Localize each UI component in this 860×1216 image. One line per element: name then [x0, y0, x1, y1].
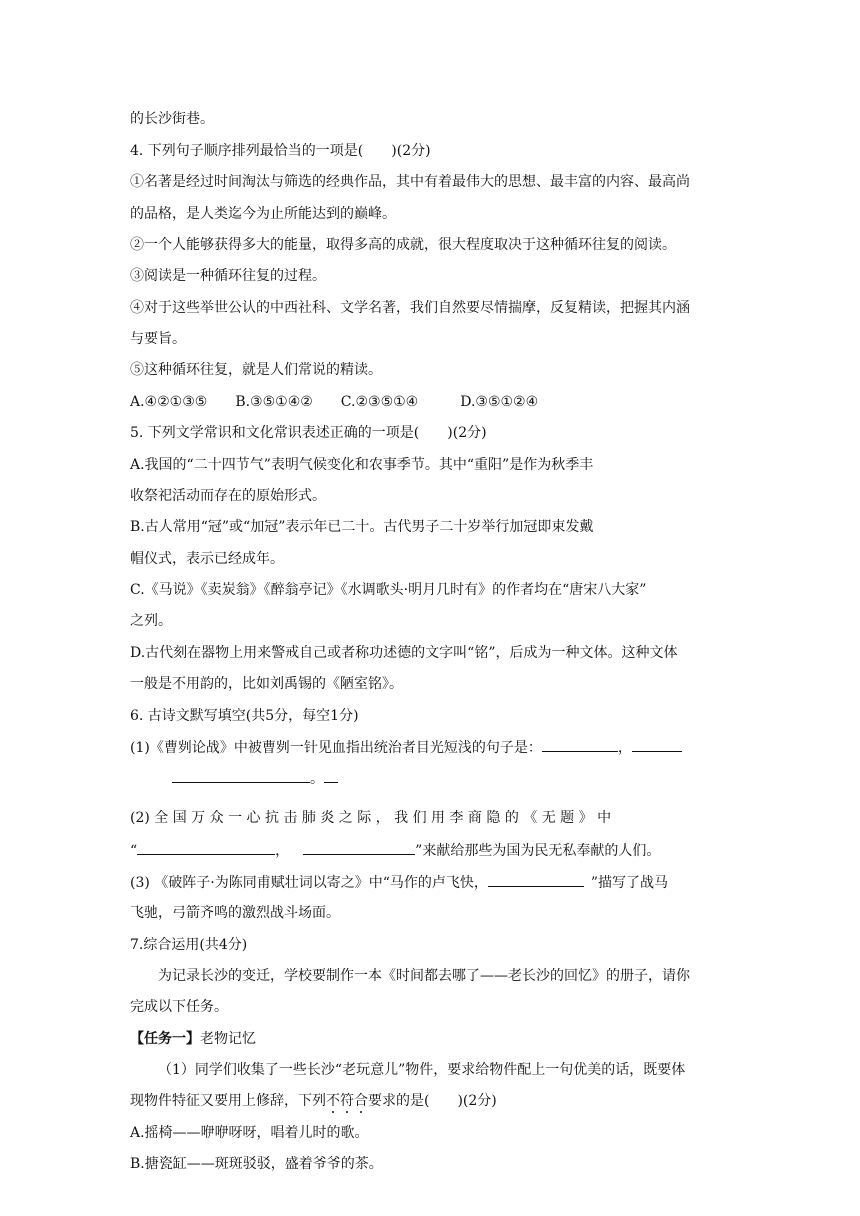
emphasis-char: 符 — [340, 1093, 354, 1109]
question-6-stem: 6. 古诗文默写填空(共5分，每空1分) — [130, 708, 359, 724]
period: 。 — [310, 771, 324, 787]
sentence-2: ②一个人能够获得多大的能量，取得多高的成就，很大程度取决于这种循环往复的阅读。 — [130, 237, 676, 253]
answer-blank[interactable] — [632, 737, 682, 752]
fill-in-1-text: (1)《曹刿论战》中被曹刿一针见血指出统治者目光短浅的句子是： — [130, 740, 542, 756]
sentence-4: ④对于这些举世公认的中西社科、文学名著，我们自然要尽情揣摩，反复精读，把握其内涵 — [130, 300, 690, 316]
task-1-label: 【任务一】 — [130, 1031, 200, 1047]
fill-in-2: (2) 全 国 万 众 一 心 抗 击 肺 炎 之 际 ， 我 们 用 李 商 隐 的 《 无 题 》 中 — [130, 810, 612, 826]
fill-in-3 — [130, 872, 668, 893]
text-line: 飞驰，弓箭齐鸣的激烈战斗场面。 — [130, 905, 340, 921]
text-line: 的品格，是人类迄今为止所能达到的巅峰。 — [130, 206, 396, 222]
comma: ， — [617, 740, 632, 756]
option-a: A.我国的“二十四节气”表明气候变化和农事季节。其中“重阳”是作为秋季丰 — [130, 457, 594, 473]
option-b: B.古人常用“冠”或“加冠”表示年已二十。古代男子二十岁举行加冠即束发戴 — [130, 519, 594, 535]
option-d: D.古代刻在器物上用来警戒自己或者称功述德的文字叫“铭”，后成为一种文体。这种文体 — [130, 645, 678, 661]
fill-in-2-tail: ”来献给那些为国为民无私奉献的人们。 — [415, 843, 661, 859]
text-line: 与要旨。 — [130, 331, 186, 347]
answer-blank[interactable] — [137, 840, 275, 855]
sentence-1: ①名著是经过时间淘汰与筛选的经典作品，其中有着最伟大的思想、最丰富的内容、最高尚 — [130, 174, 690, 190]
text-line: 一般是不用韵的，比如刘禹锡的《陋室铭》。 — [130, 676, 403, 692]
emphasis-char: 不 — [326, 1093, 340, 1109]
emphasis-char: 合 — [354, 1093, 368, 1109]
text-segment: 要求的是( )(2分) — [368, 1093, 497, 1109]
answer-blank[interactable] — [303, 840, 415, 855]
answer-blank[interactable] — [542, 737, 618, 752]
text-line: 收祭祀活动而存在的原始形式。 — [130, 488, 326, 504]
option-c: C.《马说》《卖炭翁》《醉翁亭记》《水调歌头·明月几时有》的作者均在“唐宋八大家” — [130, 582, 647, 598]
question-4-stem: 4. 下列句子顺序排列最恰当的一项是( )(2分) — [130, 143, 431, 159]
fill-in-2-cont — [130, 840, 660, 861]
question-7-stem: 7.综合运用(共4分) — [130, 937, 248, 953]
fill-in-3-text: (3) 《破阵子·为陈同甫赋壮词以寄之》中“马作的卢飞快， — [130, 875, 488, 891]
answer-blank[interactable] — [324, 768, 338, 783]
answer-blank[interactable] — [488, 872, 584, 887]
question-4-options: A.④②①③⑤ B.③⑤①④② C.②③⑤①④ D.③⑤①②④ — [130, 394, 539, 410]
text-line: 完成以下任务。 — [130, 999, 228, 1015]
fill-in-1 — [130, 737, 682, 758]
sentence-3: ③阅读是一种循环往复的过程。 — [130, 268, 326, 284]
quote-open: “ — [130, 843, 138, 859]
comma: ， — [275, 843, 290, 859]
task-1-question-cont — [130, 1091, 497, 1111]
answer-blank[interactable] — [172, 768, 310, 783]
question-7-intro: 为记录长沙的变迁，学校要制作一本《时间都去哪了——老长沙的回忆》的册子，请你 — [158, 968, 690, 984]
task-1-option-b: B.搪瓷缸——斑斑驳驳，盛着爷爷的茶。 — [130, 1156, 383, 1172]
sentence-5: ⑤这种循环往复，就是人们常说的精读。 — [130, 362, 382, 378]
question-5-stem: 5. 下列文学常识和文化常识表述正确的一项是( )(2分) — [130, 425, 487, 441]
text-line: 帽仪式，表示已经成年。 — [130, 551, 284, 567]
fill-in-1-cont — [172, 768, 338, 789]
fill-in-3-tail: ”描写了战马 — [590, 875, 669, 891]
task-1-option-a: A.摇椅——咿咿呀呀，唱着儿时的歌。 — [130, 1125, 369, 1141]
text-line: 之列。 — [130, 613, 172, 629]
text-segment: 现物件特征又要用上修辞，下列 — [130, 1093, 326, 1109]
task-1-heading — [130, 1029, 256, 1049]
task-1-title: 老物记忆 — [200, 1031, 256, 1047]
text-line: 的长沙街巷。 — [130, 111, 214, 127]
task-1-question: （1）同学们收集了一些长沙“老玩意儿”物件，要求给物件配上一句优美的话，既要体 — [158, 1062, 686, 1078]
